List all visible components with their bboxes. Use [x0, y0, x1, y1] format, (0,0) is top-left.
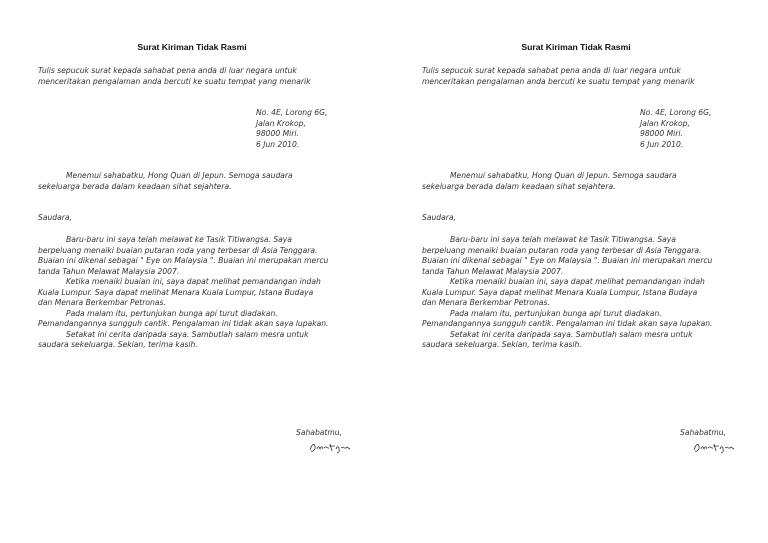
body-line: Baru-baru ini saya telah melawat ke Tasik Titiwangsa. Saya [66, 235, 292, 244]
instructions-line: menceritakan pengalaman anda bercuti ke suatu tempat yang menarik [38, 76, 311, 86]
body-line: Baru-baru ini saya telah melawat ke Tasik Titiwangsa. Saya [450, 235, 676, 244]
greeting-line: Menemui sahabatku, Hong Quan di Jepun. Semoga saudara [450, 171, 677, 180]
address-line: No. 4E, Lorong 6G, [640, 108, 712, 117]
body-line: berpeluang menaiki buaian putaran roda yang terbesar di Asia Tenggara. [422, 245, 702, 255]
sender-address [256, 108, 327, 150]
letter-body [38, 235, 328, 351]
page-title: Surat Kiriman Tidak Rasmi [521, 42, 631, 52]
closing: Sahabatmu, [680, 428, 727, 437]
body-line: dan Menara Berkembar Petronas. [422, 298, 550, 307]
body-line: Pemandangannya sungguh cantik. Pengalaman ini tidak akan saya lupakan. [38, 319, 329, 328]
instructions [422, 66, 695, 87]
salutation: Saudara, [38, 213, 72, 222]
address-line: Jalan Krokop, [256, 118, 306, 128]
signature-image [308, 440, 352, 454]
body-line: Pada malam itu, pertunjukan bunga api turut diadakan. [66, 308, 278, 318]
body-line: berpeluang menaiki buaian putaran roda yang terbesar di Asia Tenggara. [38, 245, 318, 255]
address-line: No. 4E, Lorong 6G, [256, 108, 328, 117]
closing: Sahabatmu, [296, 428, 343, 437]
body-line: Buaian ini dikenal sebagai " Eye on Malaysia ". Buaian ini merupakan mercu [422, 256, 713, 265]
address-line: Jalan Krokop, [640, 118, 690, 128]
letter-date: 6 Jun 2010. [256, 139, 300, 149]
greeting [38, 171, 293, 192]
body-line: Kuala Lumpur. Saya dapat melihat Menara Kuala Lumpur, Istana Budaya [422, 287, 698, 297]
body-line: Kuala Lumpur. Saya dapat melihat Menara Kuala Lumpur, Istana Budaya [38, 287, 314, 297]
body-line: tanda Tahun Melawat Malaysia 2007. [38, 266, 180, 276]
letter-date: 6 Jun 2010. [640, 139, 684, 149]
body-line: Ketika menaiki buaian ini, saya dapat melihat pemandangan indah [450, 277, 705, 286]
letter-body [422, 235, 712, 351]
instructions-line: Tulis sepucuk surat kepada sahabat pena anda di luar negara untuk [38, 66, 297, 75]
instructions [38, 66, 311, 87]
body-line: dan Menara Berkembar Petronas. [38, 298, 166, 307]
salutation: Saudara, [422, 213, 456, 222]
greeting-line: sekeluarga berada dalam keadaan sihat sejahtera. [38, 181, 232, 191]
address-line: 98000 Miri. [640, 129, 683, 138]
greeting-line: Menemui sahabatku, Hong Quan di Jepun. Semoga saudara [66, 171, 293, 180]
body-line: Setakat ini cerita daripada saya. Sambutlah salam mesra untuk [450, 329, 693, 339]
body-line: Pemandangannya sungguh cantik. Pengalaman ini tidak akan saya lupakan. [422, 319, 713, 328]
page-title: Surat Kiriman Tidak Rasmi [137, 42, 247, 52]
body-line: tanda Tahun Melawat Malaysia 2007. [422, 266, 564, 276]
body-line: Setakat ini cerita daripada saya. Sambutlah salam mesra untuk [66, 329, 309, 339]
address-line: 98000 Miri. [256, 129, 299, 138]
body-line: saudara sekeluarga. Sekian, terima kasih. [422, 340, 582, 349]
greeting-line: sekeluarga berada dalam keadaan sihat sejahtera. [422, 181, 616, 191]
body-line: Buaian ini dikenal sebagai " Eye on Malaysia ". Buaian ini merupakan mercu [38, 256, 329, 265]
greeting [422, 171, 677, 192]
body-line: saudara sekeluarga. Sekian, terima kasih. [38, 340, 198, 349]
instructions-line: menceritakan pengalaman anda bercuti ke suatu tempat yang menarik [422, 76, 695, 86]
body-line: Ketika menaiki buaian ini, saya dapat melihat pemandangan indah [66, 277, 321, 286]
letter-page-right [384, 0, 768, 543]
sender-address [640, 108, 711, 150]
instructions-line: Tulis sepucuk surat kepada sahabat pena anda di luar negara untuk [422, 66, 681, 75]
signature-image [692, 440, 736, 454]
body-line: Pada malam itu, pertunjukan bunga api turut diadakan. [450, 308, 662, 318]
